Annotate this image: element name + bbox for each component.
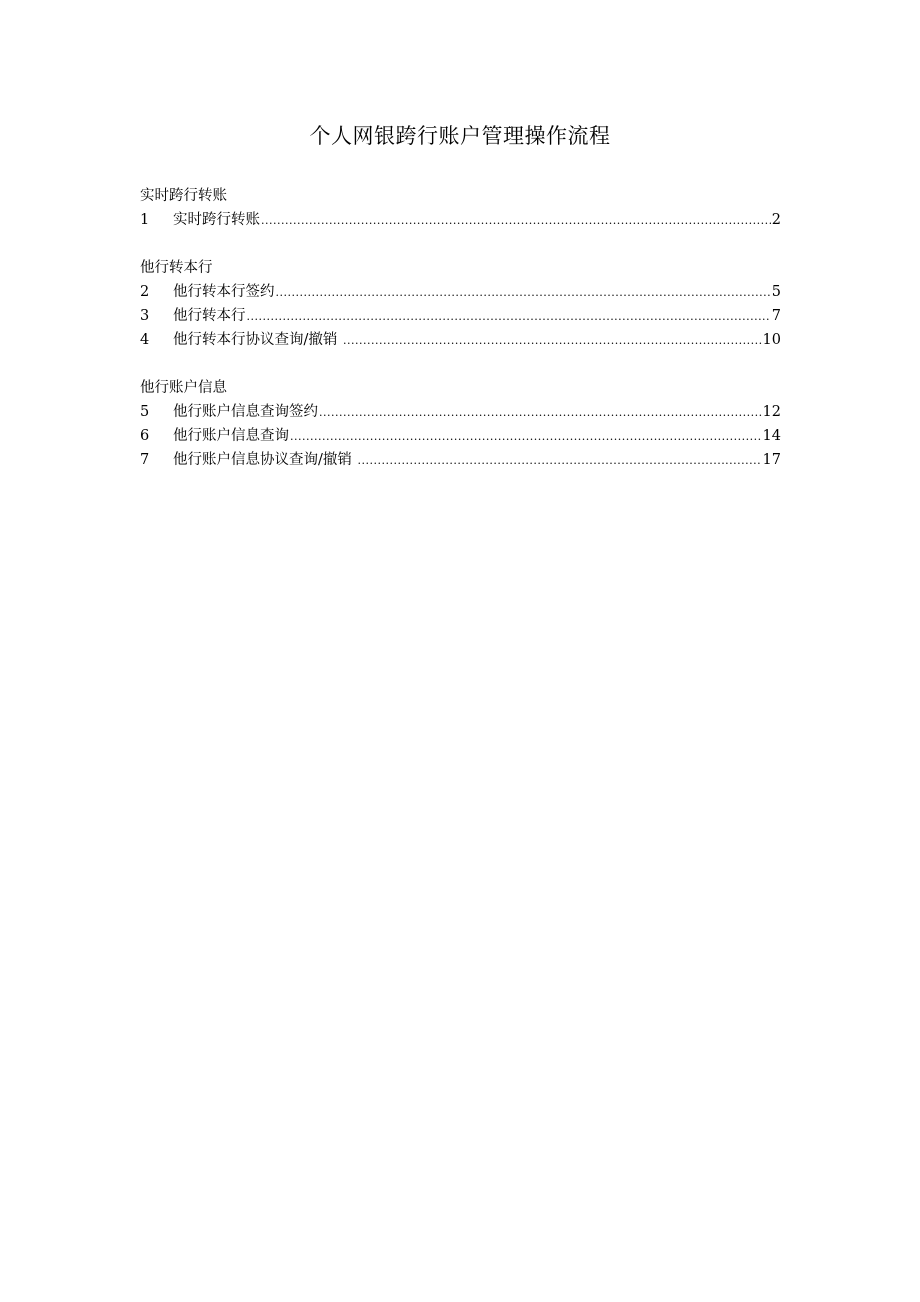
table-of-contents	[140, 184, 781, 496]
entry-title: 实时跨行转账	[173, 212, 260, 228]
section-heading: 他行账户信息	[140, 380, 227, 396]
toc-section-other-bank-account-info	[140, 376, 781, 472]
entry-title: 他行账户信息协议查询/撤销	[173, 452, 357, 468]
toc-entry-6[interactable]	[140, 424, 781, 448]
entry-number: 7	[140, 452, 150, 468]
dot-leader	[247, 305, 771, 329]
entry-number: 4	[140, 332, 150, 348]
document-title: 个人网银跨行账户管理操作流程	[309, 124, 611, 148]
entry-page-number: 7	[771, 308, 781, 324]
toc-section-other-to-this-bank	[140, 256, 781, 352]
entry-number: 6	[140, 428, 150, 444]
entry-number: 1	[140, 212, 150, 228]
entry-number: 2	[140, 284, 150, 300]
entry-page-number: 14	[762, 428, 781, 444]
entry-page-number: 12	[762, 404, 781, 420]
entry-title: 他行转本行	[173, 308, 246, 324]
dot-leader	[319, 401, 762, 425]
entry-page-number: 10	[762, 332, 781, 348]
toc-entry-2[interactable]	[140, 280, 781, 304]
entry-title: 他行转本行签约	[173, 284, 275, 300]
toc-entry-4[interactable]	[140, 328, 781, 352]
entry-number: 5	[140, 404, 150, 420]
toc-entry-5[interactable]	[140, 400, 781, 424]
entry-number: 3	[140, 308, 150, 324]
section-heading: 他行转本行	[140, 260, 213, 276]
entry-page-number: 2	[771, 212, 781, 228]
dot-leader	[261, 209, 771, 233]
toc-entry-1[interactable]	[140, 208, 781, 232]
section-heading: 实时跨行转账	[140, 188, 227, 204]
toc-entry-7[interactable]	[140, 448, 781, 472]
entry-page-number: 17	[762, 452, 781, 468]
dot-leader	[290, 425, 762, 449]
toc-entry-3[interactable]	[140, 304, 781, 328]
dot-leader	[343, 329, 762, 353]
dot-leader	[276, 281, 771, 305]
entry-title: 他行账户信息查询	[173, 428, 289, 444]
dot-leader	[358, 449, 762, 473]
entry-page-number: 5	[771, 284, 781, 300]
toc-section-realtime-transfer	[140, 184, 781, 232]
entry-title: 他行转本行协议查询/撤销	[173, 332, 342, 348]
entry-title: 他行账户信息查询签约	[173, 404, 318, 420]
